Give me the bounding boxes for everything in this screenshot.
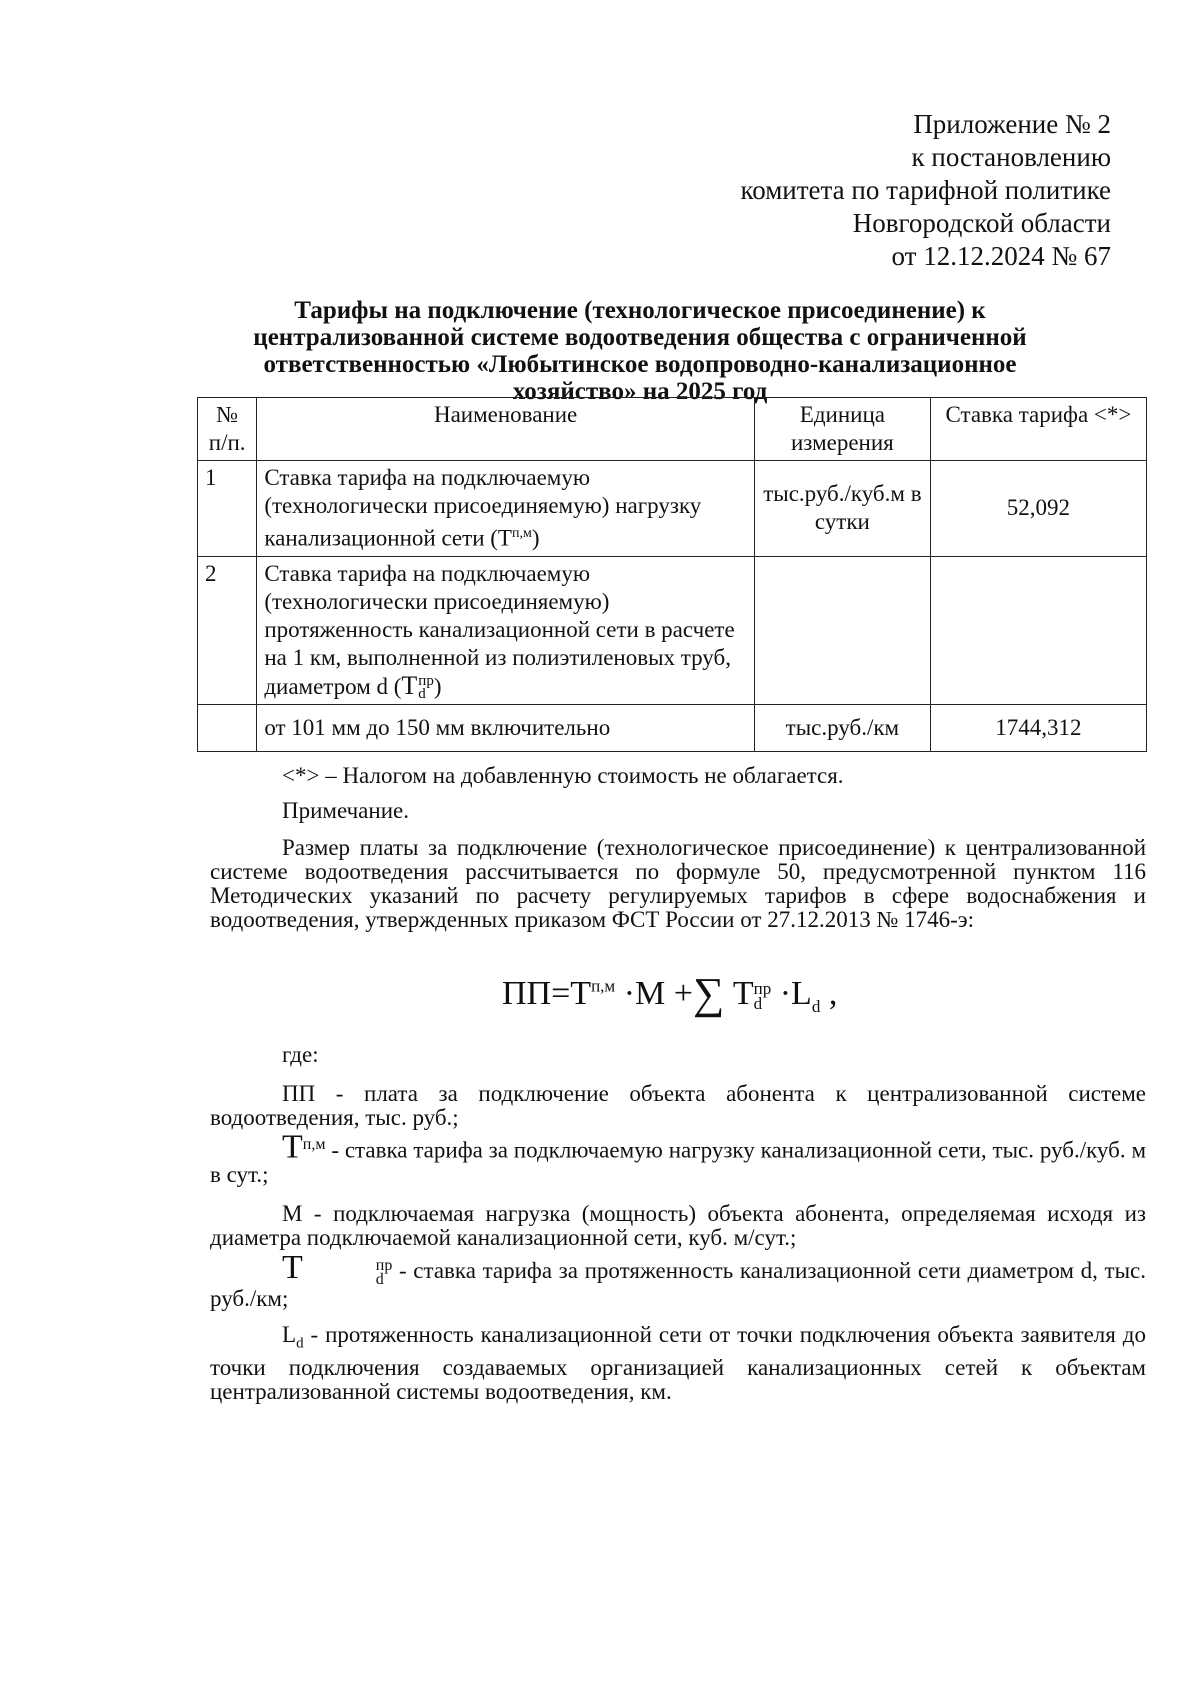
definition-td-symbol: Т (282, 1249, 303, 1286)
table-row (198, 556, 1147, 705)
tariffs-table (197, 397, 1147, 752)
title-line-1: Тарифы на подключение (технологическое присоединение) к (294, 297, 986, 324)
formula-t2: Т (732, 975, 754, 1012)
definition-t-text: - ставка тарифа за подключаемую нагрузку канализационной сети, тыс. руб./куб. м в сут.; (210, 1137, 1146, 1187)
row2-name (257, 556, 755, 705)
definition-m: М - подключаемая нагрузка (мощность) объекта абонента, определяемая исходя из диаметра подключаемой канализационной сети, куб. м/сут.; (210, 1201, 1146, 1250)
row3-name: от 101 мм до 150 мм включительно (257, 705, 755, 752)
formula-dot-1: · (623, 975, 636, 1012)
row2-symbol: Т (401, 670, 418, 700)
row2-symbol-sup: пр (418, 673, 434, 690)
header-rate: Ставка тарифа <*> (930, 398, 1146, 461)
formula-eq: = (551, 975, 571, 1012)
appendix-line-5: от 12.12.2024 № 67 (891, 241, 1111, 271)
row1-name-close: ) (531, 525, 540, 551)
where-label: где: (282, 1042, 319, 1067)
table-header-row (198, 398, 1147, 461)
formula-m: М (635, 975, 666, 1012)
header-name: Наименование (257, 398, 755, 461)
row1-unit: тыс.руб./куб.м в сутки (754, 461, 930, 557)
appendix-line-2: к постановлению (911, 142, 1111, 172)
title-line-2: централизованной системе водоотведения общества с ограниченной (253, 324, 1027, 351)
row2-unit (754, 556, 930, 705)
formula-l: L (791, 975, 812, 1012)
row2-name-close: ) (433, 673, 442, 699)
row2-symbol-sub: d (418, 686, 426, 703)
definition-td-sub: d (375, 1270, 384, 1288)
definition-ld-text: - протяженность канализационной сети от точки подключения объекта заявителя до точки подключения создаваемых организацией канализационных сетей к объектам централизованной системы водоотведения, км. (210, 1322, 1146, 1404)
formula-t-sup: п,м (591, 976, 616, 996)
formula-t2-sub: d (753, 994, 763, 1014)
row2-symbol-scripts (418, 675, 434, 701)
table-row (198, 705, 1147, 752)
definition-td (210, 1249, 1146, 1311)
formula-t: Т (570, 975, 592, 1012)
definition-ld-sub: d (296, 1335, 304, 1352)
appendix-header (740, 108, 1111, 273)
header-unit: Единица измерения (754, 398, 930, 461)
definition-td-text: - ставка тарифа за протяженность канализационной сети диаметром d, тыс. руб./км; (210, 1258, 1146, 1311)
note-body: Размер платы за подключение (технологическое присоединение) к централизованной системе водоотведения рассчитывается по формуле 50, предусмотренной пунктом 116 Методических указаний по расчету регулируемых тарифов в сфере водоснабжения и водоотведения, утвержденных приказом ФСТ России от 27.12.2013 № 1746-э: (210, 835, 1146, 932)
formula-t2-sup: пр (753, 979, 772, 999)
formula-tail: , (828, 975, 838, 1012)
definition-ld-symbol: L (282, 1322, 297, 1347)
formula-l-sub: d (811, 996, 821, 1016)
row1-name-text: Ставка тарифа на подключаемую (технологически присоединяемую) нагрузку канализационной сети ( (264, 465, 702, 551)
row2-name-text: Ставка тарифа на подключаемую (технологически присоединяемую) протяженность канализационной сети в расчете на 1 км, выполненной из полиэтиленовых труб, диаметром d ( (264, 560, 735, 699)
note-heading: Примечание. (282, 798, 409, 823)
footnote: <*> – Налогом на добавленную стоимость не облагается. (282, 763, 844, 788)
definition-pp: ПП - плата за подключение объекта абонента к централизованной системе водоотведения, тыс. руб.; (210, 1081, 1146, 1130)
row1-rate: 52,092 (930, 461, 1146, 557)
formula (502, 968, 837, 1019)
title-line-3: ответственностью «Любытинское водопроводно-канализационное (263, 351, 1017, 378)
row2-rate (930, 556, 1146, 705)
appendix-line-3: комитета по тарифной политике (740, 175, 1111, 205)
title-line-4: хозяйство» на 2025 год (512, 378, 768, 405)
formula-lhs: ПП (502, 975, 552, 1012)
formula-dot-2: · (779, 975, 792, 1012)
row1-symbol-sup: п,м (511, 526, 532, 541)
definition-t-sup: п,м (302, 1136, 326, 1153)
row2-num: 2 (198, 556, 257, 705)
definition-t-symbol: Т (282, 1128, 303, 1166)
header-num: № п/п. (198, 398, 257, 461)
row3-unit: тыс.руб./км (754, 705, 930, 752)
definition-td-sup: пр (375, 1256, 393, 1274)
appendix-line-4: Новгородской области (852, 208, 1111, 238)
formula-plus: + (673, 975, 693, 1012)
definition-t (210, 1128, 1146, 1187)
appendix-line-1: Приложение № 2 (913, 109, 1111, 139)
table-row (198, 461, 1147, 557)
row1-num: 1 (198, 461, 257, 557)
definition-td-scripts (304, 1256, 393, 1288)
row3-num (198, 705, 257, 752)
row1-symbol: Т (497, 525, 512, 551)
document-title (195, 297, 1085, 405)
formula-t2-scripts (753, 979, 772, 1014)
row1-name (257, 461, 755, 557)
row3-rate: 1744,312 (930, 705, 1146, 752)
definition-ld (210, 1323, 1146, 1404)
formula-sum: ∑ (692, 969, 725, 1018)
